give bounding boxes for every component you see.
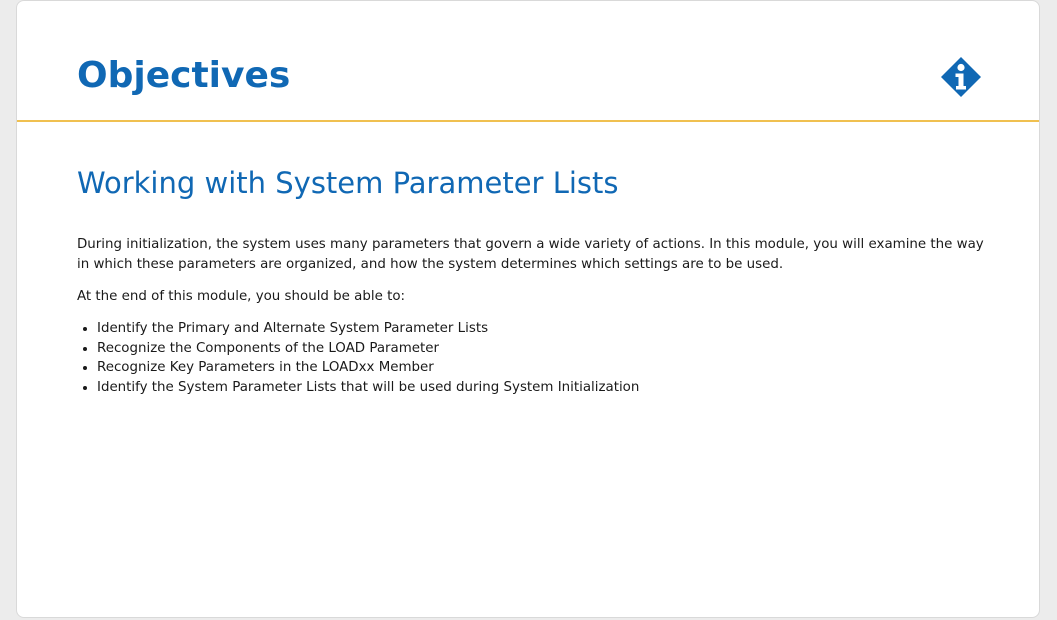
page-title: Objectives — [77, 55, 291, 96]
list-item: • Recognize Key Parameters in the LOADxx Member — [97, 358, 987, 378]
header — [17, 1, 1039, 122]
intro-paragraph: During initialization, the system uses many parameters that govern a wide variety of actions. In this module, you will examine the way in which these parameters are organized, and how the system determines which settings are to be used. — [77, 237, 984, 272]
list-item: • Recognize the Components of the LOAD Parameter — [97, 339, 987, 359]
main-content — [77, 161, 987, 397]
section-title: Working with System Parameter Lists — [77, 166, 619, 200]
list-item: • Identify the System Parameter Lists that will be used during System Initialization — [97, 378, 987, 398]
info-icon[interactable] — [940, 56, 982, 98]
list-item: • Identify the Primary and Alternate System Parameter Lists — [97, 319, 987, 339]
lead-paragraph: At the end of this module, you should be able to: — [77, 289, 406, 304]
objectives-list — [77, 319, 987, 397]
content-card — [16, 0, 1040, 618]
